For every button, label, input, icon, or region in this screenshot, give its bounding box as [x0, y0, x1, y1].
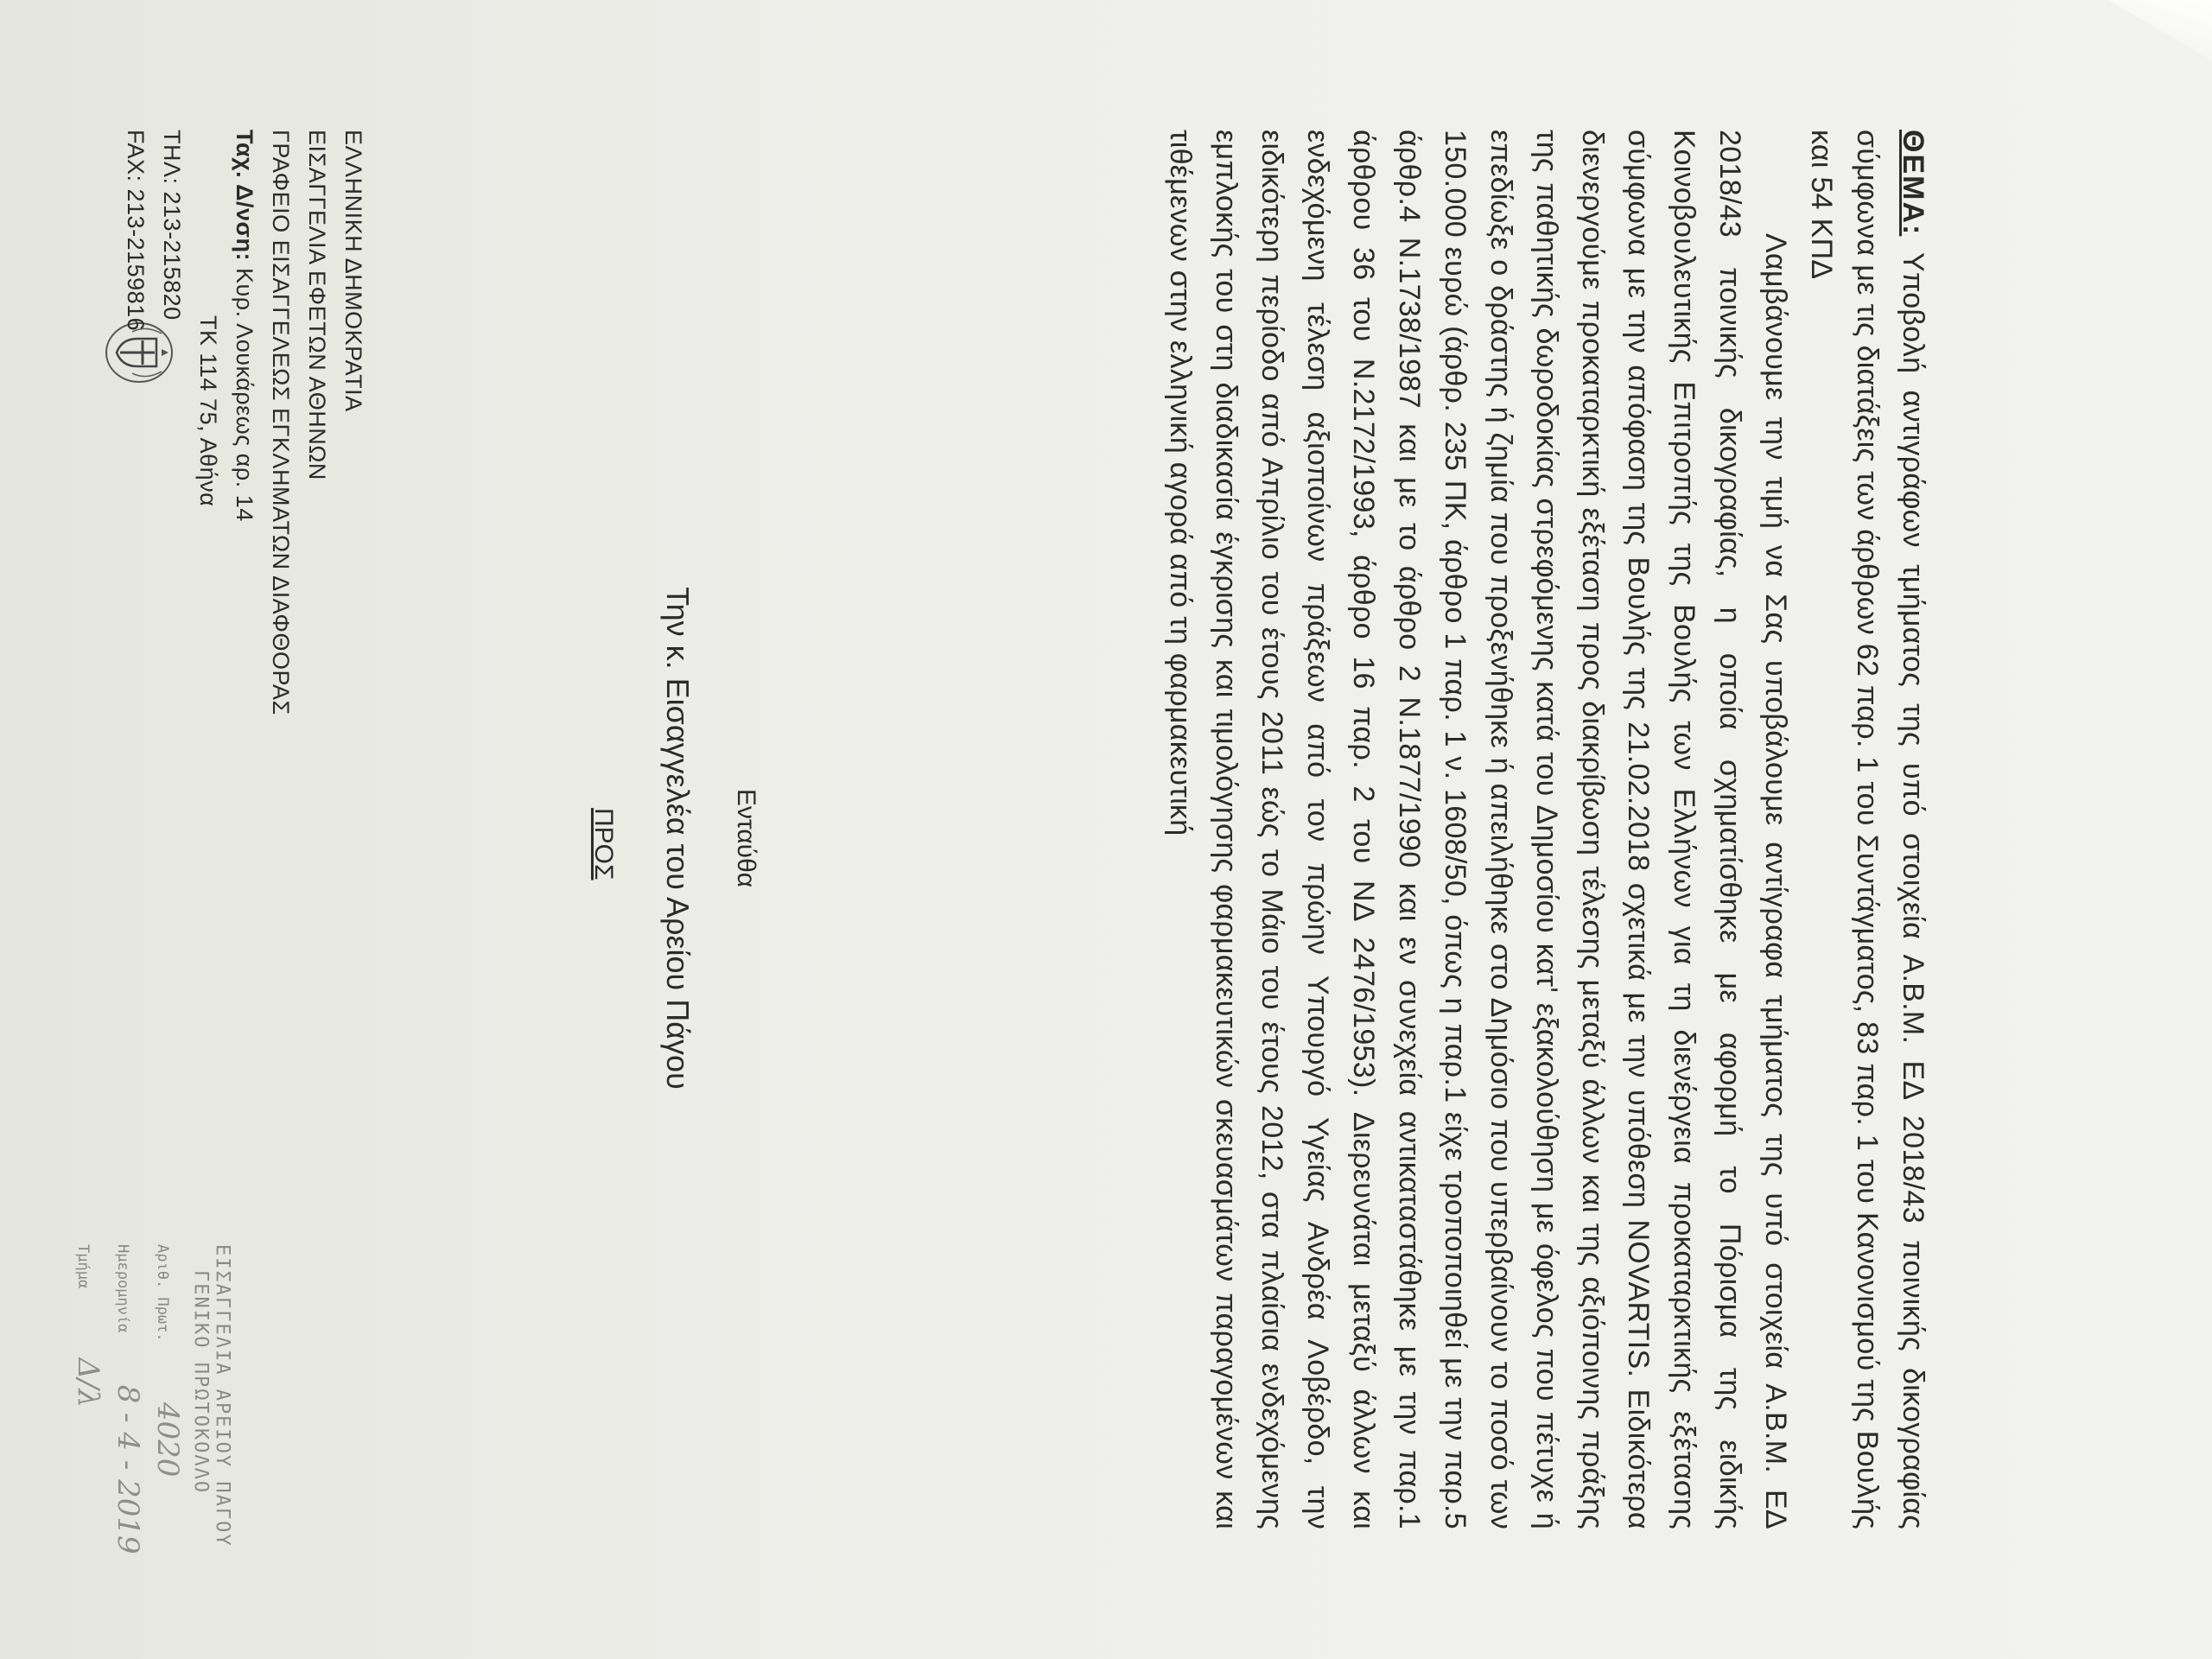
stamp-date-row	[111, 1244, 145, 1642]
stamp-protocol-row	[150, 1244, 185, 1642]
stamp-protocol-label: Αριθ. Πρωτ.	[154, 1244, 171, 1342]
recipient-name: Την κ. Εισαγγελέα του Αρείου Πάγου	[660, 587, 696, 1090]
recipient-pros: ΠΡΟΣ	[589, 808, 618, 880]
office-name: ΓΡΑΦΕΙΟ ΕΙΣΑΓΓΕΛΕΩΣ ΕΓΚΛΗΜΑΤΩΝ ΔΙΑΦΘΟΡΑΣ	[268, 130, 294, 715]
phone-line: ΤΗΛ: 213-215820	[159, 130, 185, 321]
letter-body	[1157, 130, 1936, 1529]
recipient-location: Ενταύθα	[732, 788, 760, 888]
prosecution-name: ΕΙΣΑΓΓΕΛΙΑ ΕΦΕΤΩΝ ΑΘΗΝΩΝ	[304, 130, 330, 480]
main-paragraph: Λαμβάνουμε την τιμή να Σας υποβάλουμε αντίγραφα τμήματος της υπό στοιχεία Α.Β.Μ. ΕΔ 2018/43 ποινικής δικογραφίας, η οποία σχηματίσθηκε με αφορμή το Πόρισμα της ειδικής Κοινοβουλευτικής Επιτροπής της Βουλής των Ελλήνων για τη διενέργεια προκαταρκτικής εξέτασης σύμφωνα με την απόφαση της Βουλής της 21.02.2018 σχετικά με την υπόθεση NOVARTIS. Ειδικότερα διενεργούμε προκαταρκτική εξέταση προς διακρίβωση τέλεσης μεταξύ άλλων και της αξιόποινης πράξης της παθητικής δωροδοκίας στρεφόμενης κατά του Δημοσίου κατ' εξακολούθηση με όφελος που πέτυχε ή επεδίωξε ο δράστης ή ζημία που προξενήθηκε ή απειλήθηκε στο Δημόσιο που υπερβαίνουν το ποσό των 150.000 ευρώ (άρθρ. 235 ΠΚ, άρθρο 1 παρ. 1 ν. 1608/50, όπως η παρ.1 είχε τροποποιηθεί με την παρ.5 άρθρ.4 Ν.1738/1987 και με το άρθρο 2 Ν.1877/1990 και εν συνεχεία αντικαταστάθηκε με την παρ.1 άρθρου 36 του Ν.2172/1993, άρθρο 16 παρ. 2 του ΝΔ 2476/1953). Διερευνάται μεταξύ άλλων και ενδεχόμενη τέλεση αξιοποίνων πράξεων από τον πρώην Υπουργό Υγείας Ανδρέα Λοβέρδο, την ειδικότερη περίοδο από Απρίλιο του έτους 2011 εώς το Μάιο του έτους 2012, στα πλαίσια ενδεχόμενης εμπλοκής του στη διαδικασία έγκρισης και τιμολόγησης φαρμακευτικών σκευασμάτων παραγομένων και τιθέμενων στην ελληνική αγορά από τη φαρμακευτική	[1164, 130, 1792, 1529]
stamp-line-1: ΕΙΣΑΓΓΕΛΙΑ ΑΡΕΙΟΥ ΠΑΓΟΥ	[212, 1244, 233, 1548]
address-label: Ταχ. Δ/νση:	[232, 130, 257, 262]
address-value: Κυρ. Λουκάρεως αρ. 14	[232, 261, 257, 522]
stamp-office-value: Δ/λ	[71, 1357, 105, 1408]
subject-paragraph	[1798, 130, 1936, 1529]
stamp-line-2: ΓΕΝΙΚΟ ΠΡΩΤΟΚΟΛΛΟ	[190, 1270, 212, 1495]
subject-text: Υποβολή αντιγράφων τμήματος της υπό στοιχεία Α.Β.Μ. ΕΔ 2018/43 ποινικής δικογραφίας σύμφωνα με τις διατάξεις των άρθρων 62 παρ. 1 του Συντάγματος, 83 παρ. 1 του Κανονισμού της Βουλής και 54 ΚΠΔ	[1805, 130, 1929, 1529]
stamp-date-value: 8 - 4 - 2019	[111, 1384, 145, 1554]
country-name: ΕΛΛΗΝΙΚΗ ΔΗΜΟΚΡΑΤΙΑ	[340, 130, 366, 412]
protocol-stamp	[17, 1244, 233, 1642]
stamp-date-label: Ημερομηνία	[114, 1244, 131, 1333]
sender-header	[118, 130, 372, 715]
stamp-office-label: Τμήμα	[74, 1244, 92, 1289]
postcode-line: ΤΚ 114 75, Αθήνα	[195, 315, 221, 507]
stamp-protocol-number: 4020	[150, 1402, 185, 1478]
subject-label: ΘΕΜΑ:	[1897, 130, 1929, 237]
address-line	[226, 130, 263, 715]
fax-line: FAX: 213-2159816	[123, 130, 149, 332]
stamp-office-row	[71, 1244, 105, 1642]
